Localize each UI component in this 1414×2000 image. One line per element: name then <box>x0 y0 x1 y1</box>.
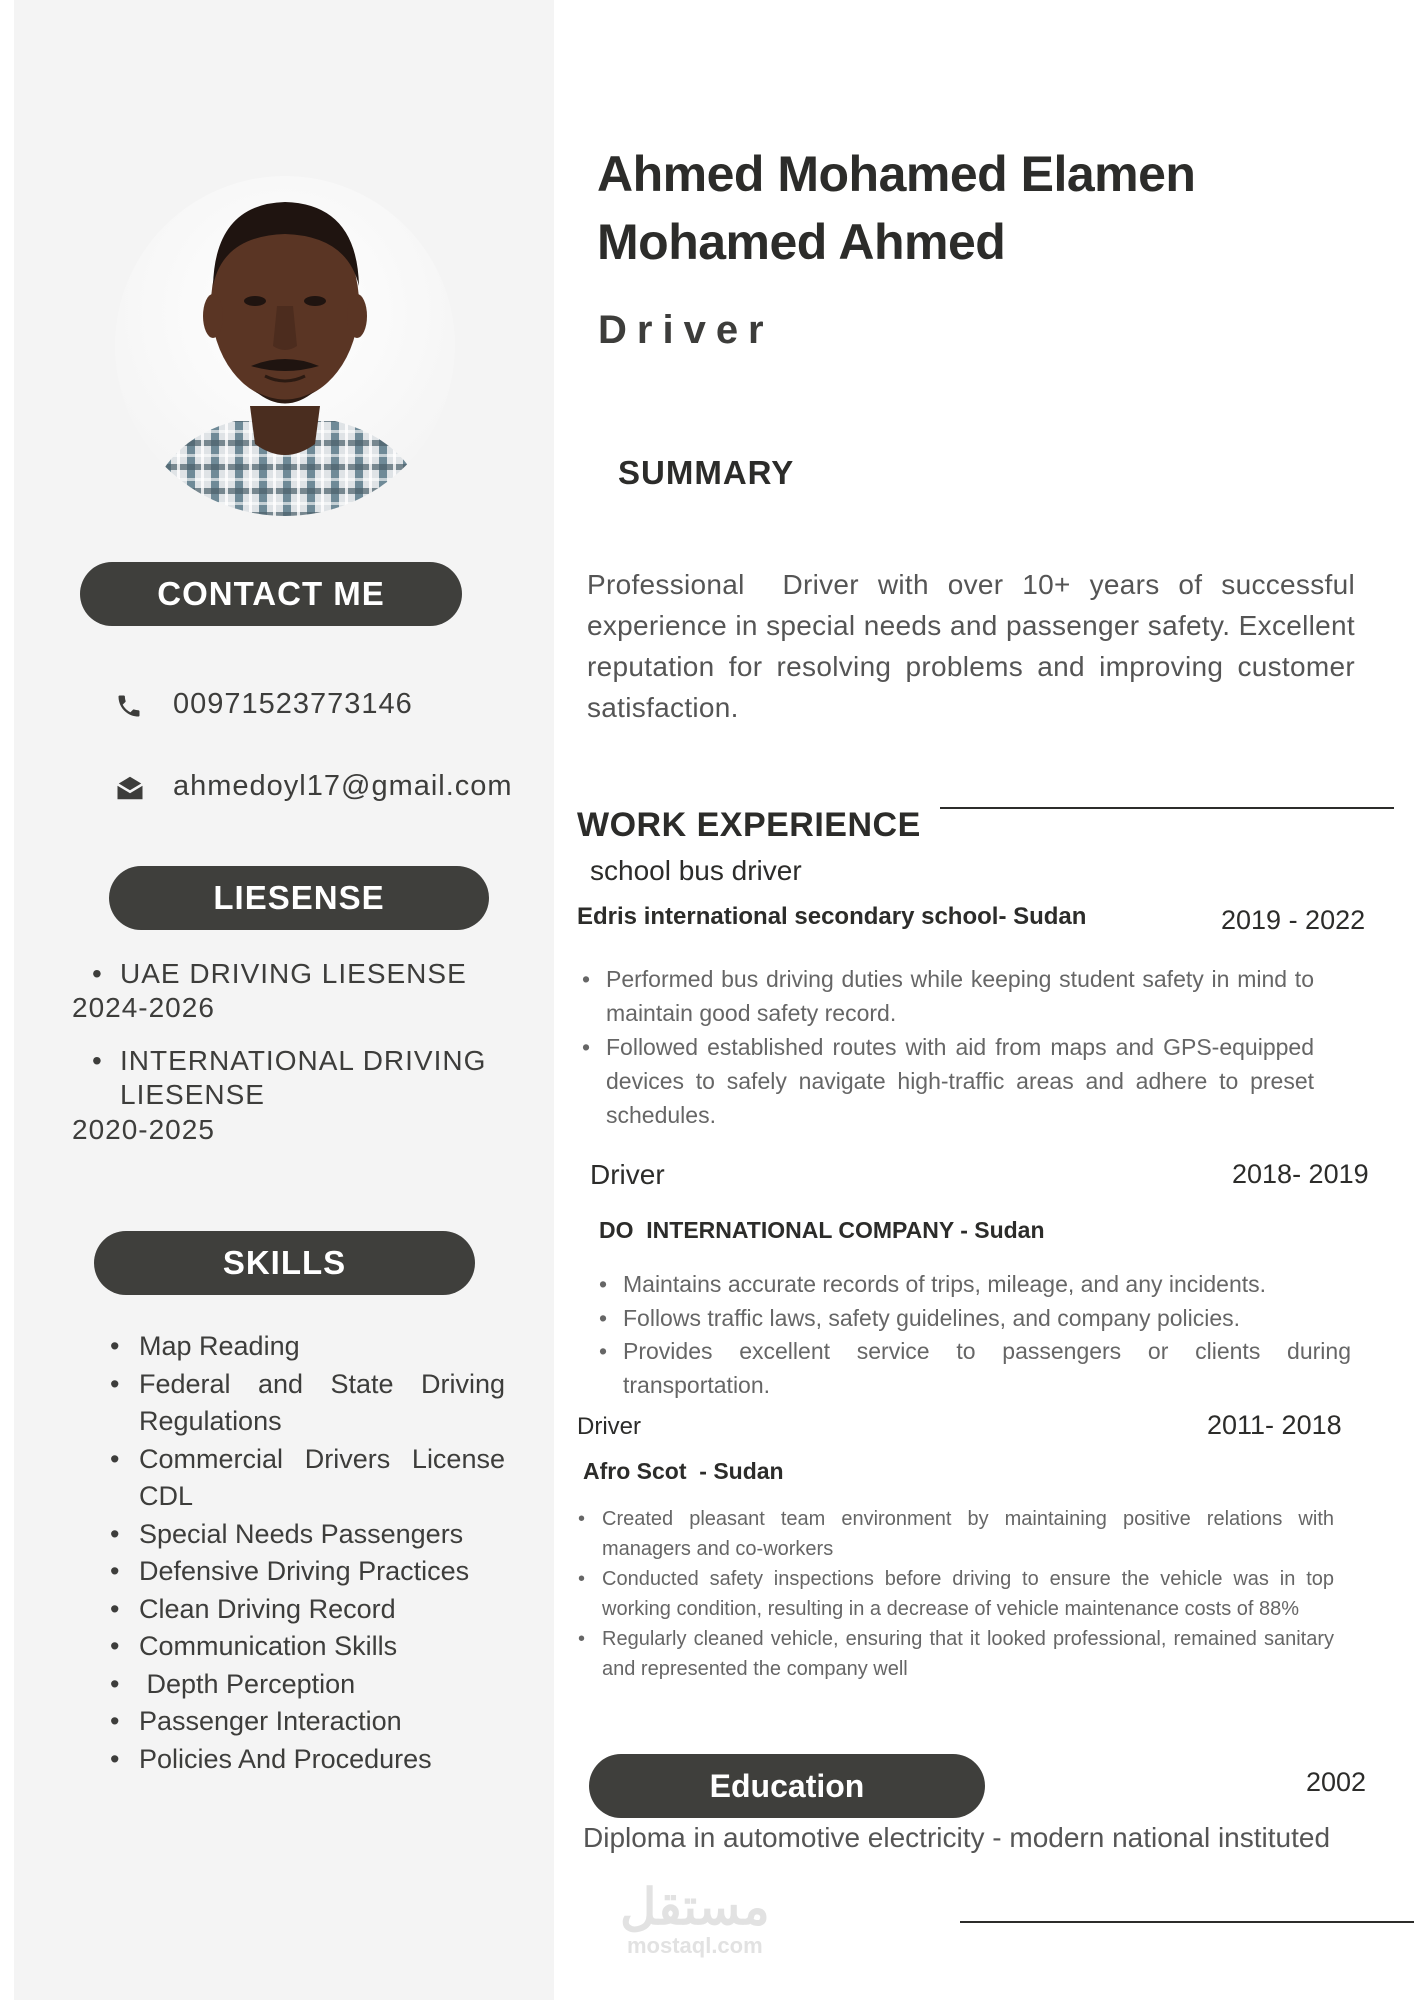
company-name: Edris international secondary school- Sudan <box>577 903 1087 930</box>
skills-heading <box>94 1231 475 1295</box>
list-item: • Commercial Drivers License CDL <box>110 1441 505 1516</box>
license-heading <box>109 866 489 930</box>
company-name: Afro Scot - Sudan <box>583 1458 784 1484</box>
education-heading <box>589 1754 985 1818</box>
email-address: ahmedoyl17@gmail.com <box>173 770 513 802</box>
divider <box>960 1921 1414 1923</box>
profile-photo <box>115 176 455 516</box>
envelope-icon <box>115 774 145 802</box>
license-years: 2024-2026 <box>72 992 215 1023</box>
education-text: Diploma in automotive electricity - modern national instituted <box>583 1822 1331 1853</box>
list-item: • Federal and State Driving Regulations <box>110 1366 505 1441</box>
license-name-line2: LIESENSE <box>120 1079 265 1110</box>
name-line1: Ahmed Mohamed Elamen <box>597 146 1196 202</box>
candidate-name <box>597 140 1195 276</box>
contact-heading <box>80 562 462 626</box>
license-heading-text: LIESENSE <box>213 879 385 916</box>
license-item-international <box>92 1044 487 1112</box>
name-line2: Mohamed Ahmed <box>597 214 1006 270</box>
license-name-line1: INTERNATIONAL DRIVING <box>120 1045 487 1076</box>
list-item: • Follows traffic laws, safety guidelines, and company policies. <box>623 1302 1351 1336</box>
job-title: school bus driver <box>590 855 802 886</box>
job-years: 2011- 2018 <box>1207 1410 1342 1440</box>
contact-phone[interactable] <box>115 688 515 724</box>
person-portrait-icon <box>115 176 455 516</box>
license-name: UAE DRIVING LIESENSE <box>120 958 467 989</box>
education-heading-text: Education <box>709 1768 865 1804</box>
job-duties <box>606 962 1314 1132</box>
watermark-arabic: مستقل <box>620 1879 770 1935</box>
license-item-uae <box>92 957 467 991</box>
job-role: Driver <box>598 308 774 352</box>
license-years-international <box>72 1113 215 1147</box>
list-item: • Maintains accurate records of trips, mileage, and any incidents. <box>623 1268 1351 1302</box>
list-item: • Depth Perception <box>110 1666 505 1704</box>
license-years-uae <box>72 991 215 1025</box>
job-duties <box>602 1504 1334 1684</box>
summary-heading: SUMMARY <box>618 454 795 491</box>
list-item: • Followed established routes with aid from maps and GPS-equipped devices to safely navigate high-traffic areas and adhere to preset schedules. <box>606 1030 1314 1132</box>
bullet: • <box>92 1045 103 1076</box>
work-heading: WORK EXPERIENCE <box>577 806 921 844</box>
job-duties <box>623 1268 1351 1402</box>
job-years: 2019 - 2022 <box>1221 905 1366 935</box>
list-item: • Passenger Interaction <box>110 1703 505 1741</box>
job-title: Driver <box>577 1413 641 1440</box>
bullet: • <box>92 958 103 989</box>
list-item: • Special Needs Passengers <box>110 1516 505 1554</box>
list-item: • Policies And Procedures <box>110 1741 505 1779</box>
list-item: • Created pleasant team environment by maintaining positive relations with managers and co-workers <box>602 1504 1334 1564</box>
job-title: Driver <box>590 1159 665 1190</box>
watermark-latin: mostaql.com <box>626 1933 763 1958</box>
contact-heading-text: CONTACT ME <box>157 575 385 612</box>
list-item: • Communication Skills <box>110 1628 505 1666</box>
divider <box>940 807 1394 809</box>
job-years: 2018- 2019 <box>1232 1159 1369 1189</box>
list-item: • Map Reading <box>110 1328 505 1366</box>
phone-number: 00971523773146 <box>173 688 413 720</box>
skills-heading-text: SKILLS <box>222 1244 347 1281</box>
phone-icon <box>115 692 143 720</box>
list-item: • Performed bus driving duties while keeping student safety in mind to maintain good safety record. <box>606 962 1314 1030</box>
company-name: DO INTERNATIONAL COMPANY - Sudan <box>599 1217 1045 1243</box>
watermark-logo <box>620 1880 770 1958</box>
contact-email[interactable] <box>115 770 515 806</box>
list-item: • Conducted safety inspections before driving to ensure the vehicle was in top working condition, resulting in a decrease of vehicle maintenance costs of 88% <box>602 1564 1334 1624</box>
summary-text: Professional Driver with over 10+ years of successful experience in special needs and passenger safety. Excellent reputation for resolving problems and improving customer satisfaction. <box>587 569 1364 723</box>
skills-list <box>110 1328 505 1778</box>
list-item: • Regularly cleaned vehicle, ensuring that it looked professional, remained sanitary and represented the company well <box>602 1624 1334 1684</box>
list-item: • Clean Driving Record <box>110 1591 505 1629</box>
license-years: 2020-2025 <box>72 1114 215 1145</box>
list-item: • Provides excellent service to passengers or clients during transportation. <box>623 1335 1351 1402</box>
list-item: • Defensive Driving Practices <box>110 1553 505 1591</box>
education-year: 2002 <box>1306 1767 1367 1797</box>
